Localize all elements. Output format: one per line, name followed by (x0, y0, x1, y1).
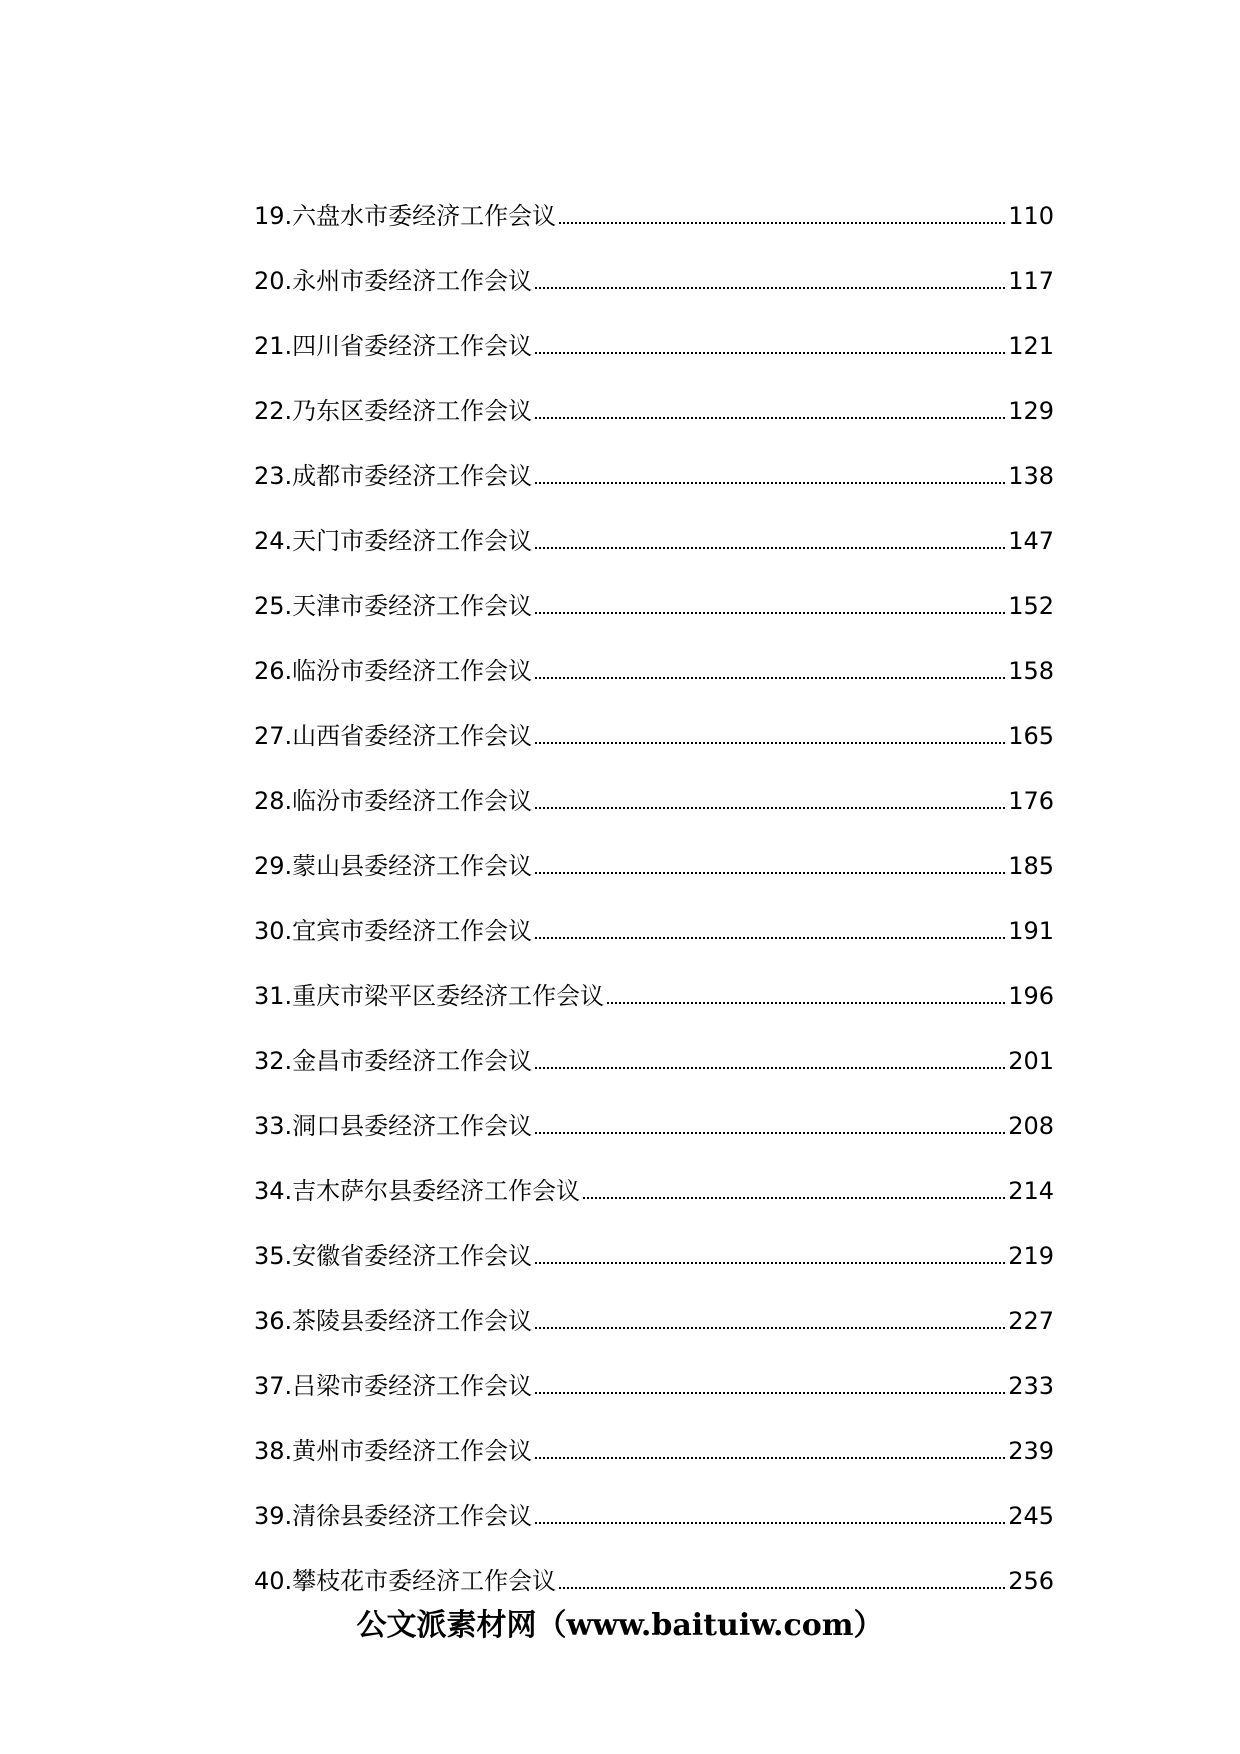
dot-leader (535, 1132, 1005, 1134)
toc-entry-title: 32.金昌市委经济工作会议 (254, 1047, 533, 1075)
toc-entry-title: 39.清徐县委经济工作会议 (254, 1502, 533, 1530)
toc-entry-title: 22.乃东区委经济工作会议 (254, 397, 533, 425)
toc-entry-page: 158 (1008, 657, 1054, 685)
toc-entry-page: 227 (1008, 1307, 1054, 1335)
toc-entry-title: 24.天门市委经济工作会议 (254, 527, 533, 555)
toc-entry-page: 233 (1008, 1372, 1054, 1400)
table-of-contents (254, 165, 1054, 1595)
toc-entry-title: 37.吕梁市委经济工作会议 (254, 1372, 533, 1400)
toc-entry-page: 147 (1008, 527, 1054, 555)
toc-entry[interactable] (254, 1205, 1054, 1270)
toc-entry[interactable] (254, 685, 1054, 750)
toc-entry-title: 31.重庆市梁平区委经济工作会议 (254, 982, 605, 1010)
dot-leader (535, 872, 1005, 874)
dot-leader (535, 417, 1005, 419)
toc-entry-page: 129 (1008, 397, 1054, 425)
toc-entry[interactable] (254, 945, 1054, 1010)
toc-entry-page: 117 (1008, 267, 1054, 295)
toc-entry-page: 110 (1008, 202, 1054, 230)
toc-entry[interactable] (254, 1335, 1054, 1400)
toc-entry[interactable] (254, 230, 1054, 295)
toc-entry[interactable] (254, 1140, 1054, 1205)
dot-leader (583, 1197, 1005, 1199)
toc-entry-title: 35.安徽省委经济工作会议 (254, 1242, 533, 1270)
toc-entry-page: 185 (1008, 852, 1054, 880)
toc-entry-title: 29.蒙山县委经济工作会议 (254, 852, 533, 880)
toc-entry-title: 21.四川省委经济工作会议 (254, 332, 533, 360)
toc-entry-title: 36.茶陵县委经济工作会议 (254, 1307, 533, 1335)
dot-leader (535, 1262, 1005, 1264)
toc-entry-page: 152 (1008, 592, 1054, 620)
dot-leader (535, 1392, 1005, 1394)
toc-entry[interactable] (254, 490, 1054, 555)
page-footer: 公文派素材网（www.baituiw.com） (356, 1608, 884, 1643)
toc-entry[interactable] (254, 1075, 1054, 1140)
dot-leader (535, 1457, 1005, 1459)
toc-entry-page: 256 (1008, 1567, 1054, 1595)
dot-leader (607, 1002, 1005, 1004)
dot-leader (535, 807, 1005, 809)
toc-entry-page: 191 (1008, 917, 1054, 945)
toc-entry-title: 19.六盘水市委经济工作会议 (254, 202, 557, 230)
dot-leader (535, 1522, 1005, 1524)
toc-entry[interactable] (254, 880, 1054, 945)
toc-entry[interactable] (254, 295, 1054, 360)
dot-leader (535, 352, 1005, 354)
dot-leader (559, 222, 1005, 224)
dot-leader (535, 742, 1005, 744)
toc-entry-title: 25.天津市委经济工作会议 (254, 592, 533, 620)
toc-entry-title: 27.山西省委经济工作会议 (254, 722, 533, 750)
toc-entry-title: 33.洞口县委经济工作会议 (254, 1112, 533, 1140)
toc-entry[interactable] (254, 1010, 1054, 1075)
dot-leader (535, 482, 1005, 484)
toc-entry-title: 30.宜宾市委经济工作会议 (254, 917, 533, 945)
toc-entry-page: 176 (1008, 787, 1054, 815)
toc-entry[interactable] (254, 750, 1054, 815)
toc-entry-title: 38.黄州市委经济工作会议 (254, 1437, 533, 1465)
dot-leader (535, 1067, 1005, 1069)
toc-entry-title: 23.成都市委经济工作会议 (254, 462, 533, 490)
toc-entry-page: 208 (1008, 1112, 1054, 1140)
toc-entry-title: 28.临汾市委经济工作会议 (254, 787, 533, 815)
toc-entry[interactable] (254, 1400, 1054, 1465)
toc-entry-page: 245 (1008, 1502, 1054, 1530)
dot-leader (535, 1327, 1005, 1329)
toc-entry-page: 239 (1008, 1437, 1054, 1465)
toc-entry-page: 214 (1008, 1177, 1054, 1205)
toc-entry[interactable] (254, 620, 1054, 685)
dot-leader (535, 547, 1005, 549)
toc-entry[interactable] (254, 815, 1054, 880)
toc-entry-page: 121 (1008, 332, 1054, 360)
toc-entry[interactable] (254, 1270, 1054, 1335)
toc-entry[interactable] (254, 1465, 1054, 1530)
toc-entry-page: 196 (1008, 982, 1054, 1010)
dot-leader (535, 612, 1005, 614)
toc-entry-page: 219 (1008, 1242, 1054, 1270)
dot-leader (535, 677, 1005, 679)
toc-entry[interactable] (254, 425, 1054, 490)
toc-entry-title: 20.永州市委经济工作会议 (254, 267, 533, 295)
toc-entry-title: 26.临汾市委经济工作会议 (254, 657, 533, 685)
toc-entry-page: 201 (1008, 1047, 1054, 1075)
toc-entry[interactable] (254, 1530, 1054, 1595)
dot-leader (559, 1587, 1005, 1589)
toc-entry[interactable] (254, 165, 1054, 230)
toc-entry-title: 40.攀枝花市委经济工作会议 (254, 1567, 557, 1595)
toc-entry-page: 138 (1008, 462, 1054, 490)
toc-entry-title: 34.吉木萨尔县委经济工作会议 (254, 1177, 581, 1205)
toc-entry-page: 165 (1008, 722, 1054, 750)
toc-entry[interactable] (254, 360, 1054, 425)
toc-entry[interactable] (254, 555, 1054, 620)
dot-leader (535, 287, 1005, 289)
dot-leader (535, 937, 1005, 939)
